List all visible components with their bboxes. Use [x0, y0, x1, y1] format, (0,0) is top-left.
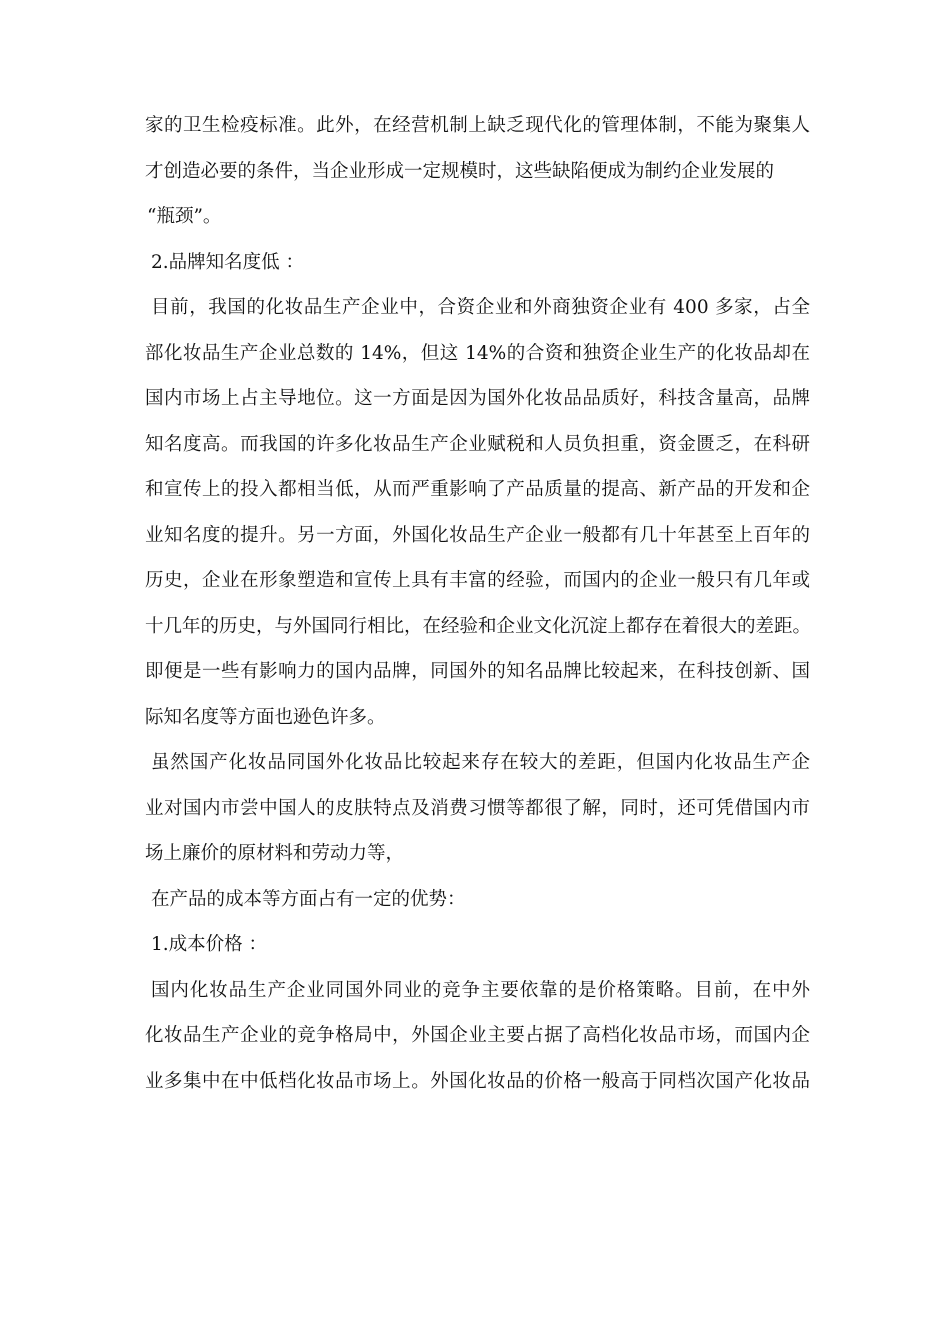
- document-body: [145, 103, 810, 1104]
- text-line: 部化妆品生产企业总数的 14%，但这 14%的合资和独资企业生产的化妆品却在: [145, 342, 810, 364]
- section-heading: 2.品牌知名度低 ：: [151, 251, 305, 273]
- text-line: 业知名度的提升。另一方面，外国化妆品生产企业一般都有几十年甚至上百年的: [145, 524, 810, 546]
- text-line: 历史，企业在形象塑造和宣传上具有丰富的经验，而国内的企业一般只有几年或: [145, 570, 810, 591]
- text-line: 和宣传上的投入都相当低，从而严重影响了产品质量的提高、新产品的开发和企: [145, 479, 810, 500]
- section-heading: 1.成本价格 ：: [151, 934, 268, 955]
- text-line: 十几年的历史，与外国同行相比，在经验和企业文化沉淀上都存在着很大的差距。: [145, 615, 812, 637]
- text-line: 业对国内市尝中国人的皮肤特点及消费习惯等都很了解，同时，还可凭借国内市: [145, 797, 810, 819]
- text-line: 才创造必要的条件，当企业形成一定规模时，这些缺陷便成为制约企业发展的: [145, 160, 775, 182]
- text-line: 目前，我国的化妆品生产企业中，合资企业和外商独资企业有 400 多家，占全: [151, 297, 810, 318]
- text-line: 家的卫生检疫标准。此外，在经营机制上缺乏现代化的管理体制，不能为聚集人: [145, 115, 810, 136]
- text-line: 虽然国产化妆品同国外化妆品比较起来存在较大的差距，但国内化妆品生产企: [151, 752, 810, 773]
- text-line: 际知名度等方面也逊色许多。: [145, 706, 386, 728]
- text-line: 化妆品生产企业的竞争格局中，外国企业主要占据了高档化妆品市场，而国内企: [145, 1025, 810, 1046]
- text-line: 场上廉价的原材料和劳动力等，: [145, 843, 405, 864]
- text-line: 国内市场上占主导地位。这一方面是因为国外化妆品品质好，科技含量高，品牌: [145, 388, 810, 409]
- text-line: 在产品的成本等方面占有一定的优势：: [151, 888, 466, 910]
- text-line: 业多集中在中低档化妆品市场上。外国化妆品的价格一般高于同档次国产化妆品: [145, 1070, 810, 1092]
- text-line: 国内化妆品生产企业同国外同业的竞争主要依靠的是价格策略。目前，在中外: [151, 979, 810, 1001]
- text-line: 知名度高。而我国的许多化妆品生产企业赋税和人员负担重，资金匮乏，在科研: [145, 433, 810, 455]
- text-line: “瓶颈”。: [147, 206, 222, 227]
- text-line: 即便是一些有影响力的国内品牌，同国外的知名品牌比较起来，在科技创新、国: [145, 661, 810, 682]
